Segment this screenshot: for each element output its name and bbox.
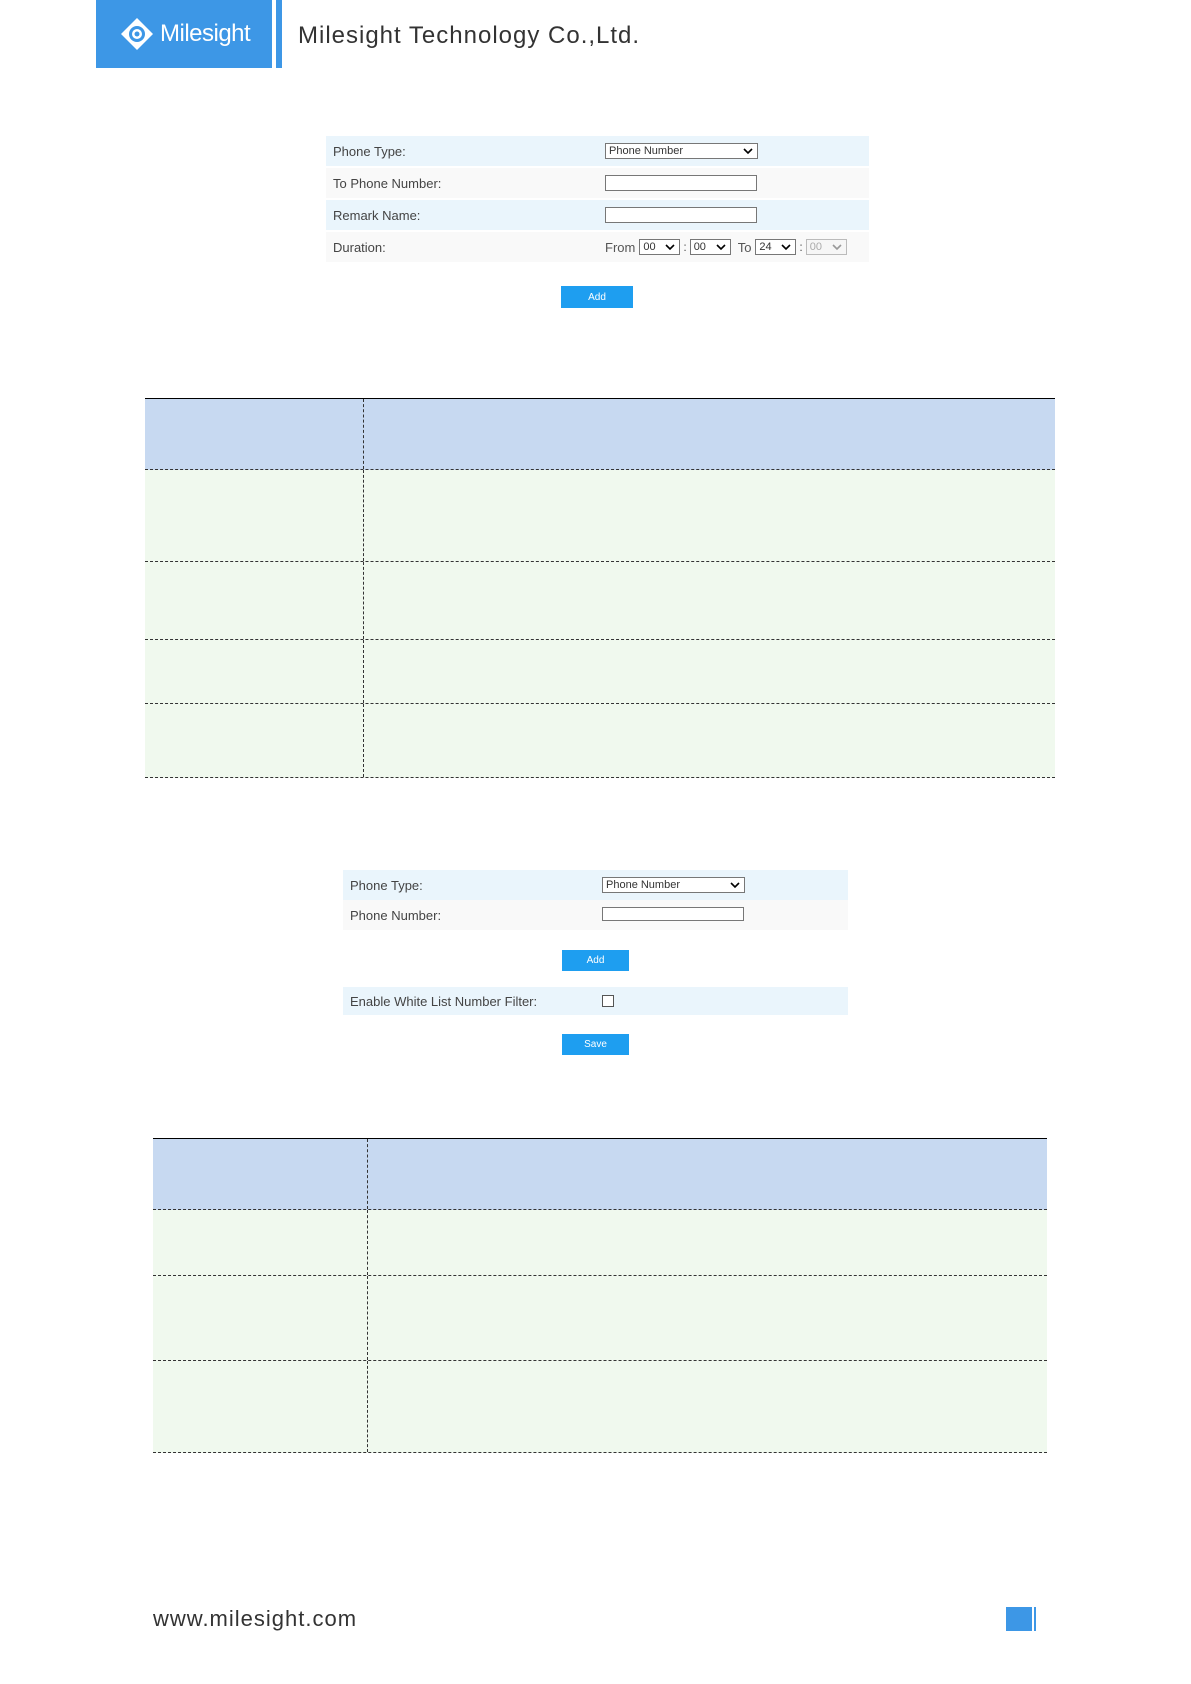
table-cell	[364, 470, 1055, 561]
table-row	[153, 1210, 1047, 1276]
add-button[interactable]: Add	[562, 950, 629, 971]
time-colon: :	[683, 240, 687, 254]
form-row-remark-name	[326, 200, 869, 230]
to-minute-select[interactable]	[806, 239, 847, 255]
to-label: To	[737, 239, 752, 255]
form-row-phone-type	[326, 136, 869, 166]
phone-type-select[interactable]	[605, 143, 758, 159]
to-hour-select[interactable]	[755, 239, 796, 255]
save-button[interactable]: Save	[562, 1034, 629, 1055]
page-mark-bar	[1034, 1607, 1036, 1631]
table-row	[145, 704, 1055, 778]
parameter-table-2	[153, 1138, 1047, 1453]
table-row	[145, 562, 1055, 640]
table-cell	[368, 1276, 1047, 1360]
phone-type-value: Phone Number	[609, 145, 683, 157]
remark-name-label: Remark Name:	[333, 208, 421, 223]
table-cell	[145, 640, 364, 703]
chevron-down-icon	[664, 241, 676, 253]
form-row-to-phone-number	[326, 168, 869, 198]
form-row-phone-type	[343, 870, 848, 900]
table-cell	[153, 1210, 368, 1275]
white-list-form	[343, 870, 848, 930]
to-hour-value: 24	[759, 241, 772, 253]
from-label: From	[605, 239, 636, 255]
from-hour-select[interactable]	[639, 239, 680, 255]
phone-type-value: Phone Number	[606, 879, 680, 891]
table-row	[145, 470, 1055, 562]
logo-text: Milesight	[160, 20, 251, 47]
phone-type-label: Phone Type:	[333, 144, 406, 159]
table-cell	[153, 1361, 368, 1452]
page-mark-icon	[1006, 1607, 1032, 1631]
duration-label: Duration:	[333, 240, 386, 255]
to-phone-number-label: To Phone Number:	[333, 176, 442, 191]
phone-number-input[interactable]	[602, 907, 744, 921]
from-minute-value: 00	[693, 241, 706, 253]
table-cell	[364, 562, 1055, 639]
table-cell	[145, 704, 364, 777]
to-phone-number-input[interactable]	[605, 175, 757, 191]
parameter-table-1	[145, 398, 1055, 778]
add-button[interactable]: Add	[561, 286, 633, 308]
enable-filter-checkbox[interactable]	[602, 995, 614, 1007]
table-header-cell	[145, 399, 364, 469]
phone-type-select[interactable]	[602, 877, 745, 893]
table-header-cell	[364, 399, 1055, 469]
form-row-phone-number	[343, 900, 848, 930]
table-cell	[145, 562, 364, 639]
white-list-filter-form	[343, 987, 848, 1015]
table-cell	[364, 704, 1055, 777]
table-row	[153, 1276, 1047, 1361]
table-row	[153, 1361, 1047, 1453]
remark-name-input[interactable]	[605, 207, 757, 223]
table-header-row	[153, 1139, 1047, 1210]
company-name: Milesight Technology Co.,Ltd.	[298, 22, 641, 49]
from-minute-select[interactable]	[690, 239, 731, 255]
table-cell	[368, 1210, 1047, 1275]
chevron-down-icon	[742, 145, 754, 157]
table-header-row	[145, 399, 1055, 470]
form-row-duration	[326, 232, 869, 262]
footer-url: www.milesight.com	[153, 1606, 358, 1631]
chevron-down-icon	[831, 241, 843, 253]
form-row-enable-filter	[343, 987, 848, 1015]
table-cell	[145, 470, 364, 561]
table-cell	[153, 1276, 368, 1360]
milesight-logo-icon	[120, 17, 154, 51]
table-header-cell	[368, 1139, 1047, 1209]
chevron-down-icon	[715, 241, 727, 253]
phone-alarm-form	[326, 136, 869, 266]
chevron-down-icon	[729, 879, 741, 891]
logo	[96, 0, 272, 68]
time-colon: :	[799, 240, 803, 254]
to-minute-value: 00	[809, 241, 823, 253]
table-cell	[364, 640, 1055, 703]
phone-type-label: Phone Type:	[350, 878, 423, 893]
table-row	[145, 640, 1055, 704]
table-header-cell	[153, 1139, 368, 1209]
chevron-down-icon	[780, 241, 792, 253]
from-hour-value: 00	[643, 241, 656, 253]
header-divider	[276, 0, 282, 68]
phone-number-label: Phone Number:	[350, 908, 442, 923]
enable-filter-label: Enable White List Number Filter:	[350, 994, 538, 1009]
table-cell	[368, 1361, 1047, 1452]
